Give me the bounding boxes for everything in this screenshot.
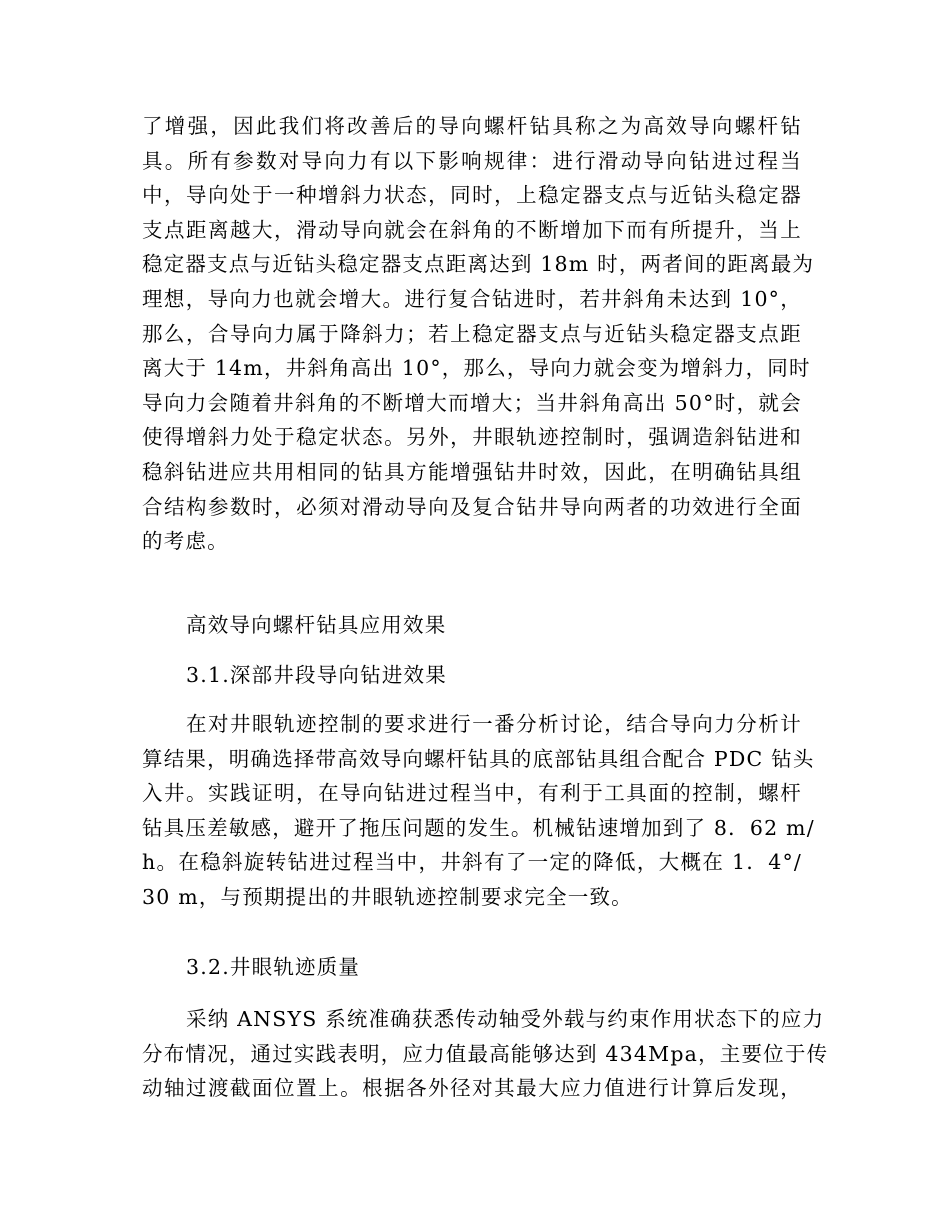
text-line: 具。所有参数对导向力有以下影响规律：进行滑动导向钻进过程当 — [142, 148, 802, 173]
text-line: 算结果，明确选择带高效导向螺杆钻具的底部钻具组合配合 PDC 钻头 — [142, 746, 815, 771]
text-line: 稳定器支点与近钻头稳定器支点距离达到 18m 时，两者间的距离最为 — [142, 252, 815, 277]
text-line: 入井。实践证明，在导向钻进过程当中，有利于工具面的控制，螺杆 — [142, 781, 802, 806]
text-line: 分布情况，通过实践表明，应力值最高能够达到 434Mpa，主要位于传 — [142, 1041, 829, 1066]
text-line: 离大于 14m，井斜角高出 10°，那么，导向力就会变为增斜力，同时 — [142, 356, 811, 381]
text-line: 在对井眼轨迹控制的要求进行一番分析讨论，结合导向力分析计 — [186, 712, 802, 736]
section-heading-3-1: 3.1.深部井段导向钻进效果 — [186, 663, 447, 687]
text-line: 导向力会随着井斜角的不断增大而增大；当井斜角高出 50°时，就会 — [142, 390, 802, 415]
text-line: 那么，合导向力属于降斜力；若上稳定器支点与近钻头稳定器支点距 — [142, 321, 802, 346]
section-heading-3-2: 3.2.井眼轨迹质量 — [186, 955, 361, 979]
text-line: 使得增斜力处于稳定状态。另外，井眼轨迹控制时，强调造斜钻进和 — [142, 425, 802, 450]
text-line: 支点距离越大，滑动导向就会在斜角的不断增加下而有所提升，当上 — [142, 217, 802, 242]
text-line: 钻具压差敏感，避开了拖压问题的发生。机械钻速增加到了 8．62 m/ — [142, 815, 815, 840]
text-line: 合结构参数时，必须对滑动导向及复合钻井导向两者的功效进行全面 — [142, 494, 802, 519]
text-line: 动轴过渡截面位置上。根据各外径对其最大应力值进行计算后发现， — [142, 1076, 802, 1101]
text-line: 采纳 ANSYS 系统准确获悉传动轴受外载与约束作用状态下的应力 — [186, 1007, 825, 1031]
text-line: 30 m，与预期提出的井眼轨迹控制要求完全一致。 — [142, 884, 633, 909]
section-heading-application-effect: 高效导向螺杆钻具应用效果 — [186, 613, 447, 637]
text-line: 的考虑。 — [142, 529, 229, 554]
paragraph-steering-force-rules — [142, 109, 815, 559]
text-line: h。在稳斜旋转钻进过程当中，井斜有了一定的降低，大概在 1．4°/ — [142, 850, 802, 875]
text-line: 稳斜钻进应共用相同的钻具方能增强钻井时效，因此，在明确钻具组 — [142, 459, 802, 484]
paragraph-deep-section-drilling — [142, 707, 815, 915]
text-line: 理想，导向力也就会增大。进行复合钻进时，若井斜角未达到 10°， — [142, 286, 802, 311]
text-line: 中，导向处于一种增斜力状态，同时，上稳定器支点与近钻头稳定器 — [142, 183, 802, 208]
paragraph-ansys-stress-analysis — [142, 1002, 829, 1106]
text-line: 了增强，因此我们将改善后的导向螺杆钻具称之为高效导向螺杆钻 — [142, 114, 802, 138]
